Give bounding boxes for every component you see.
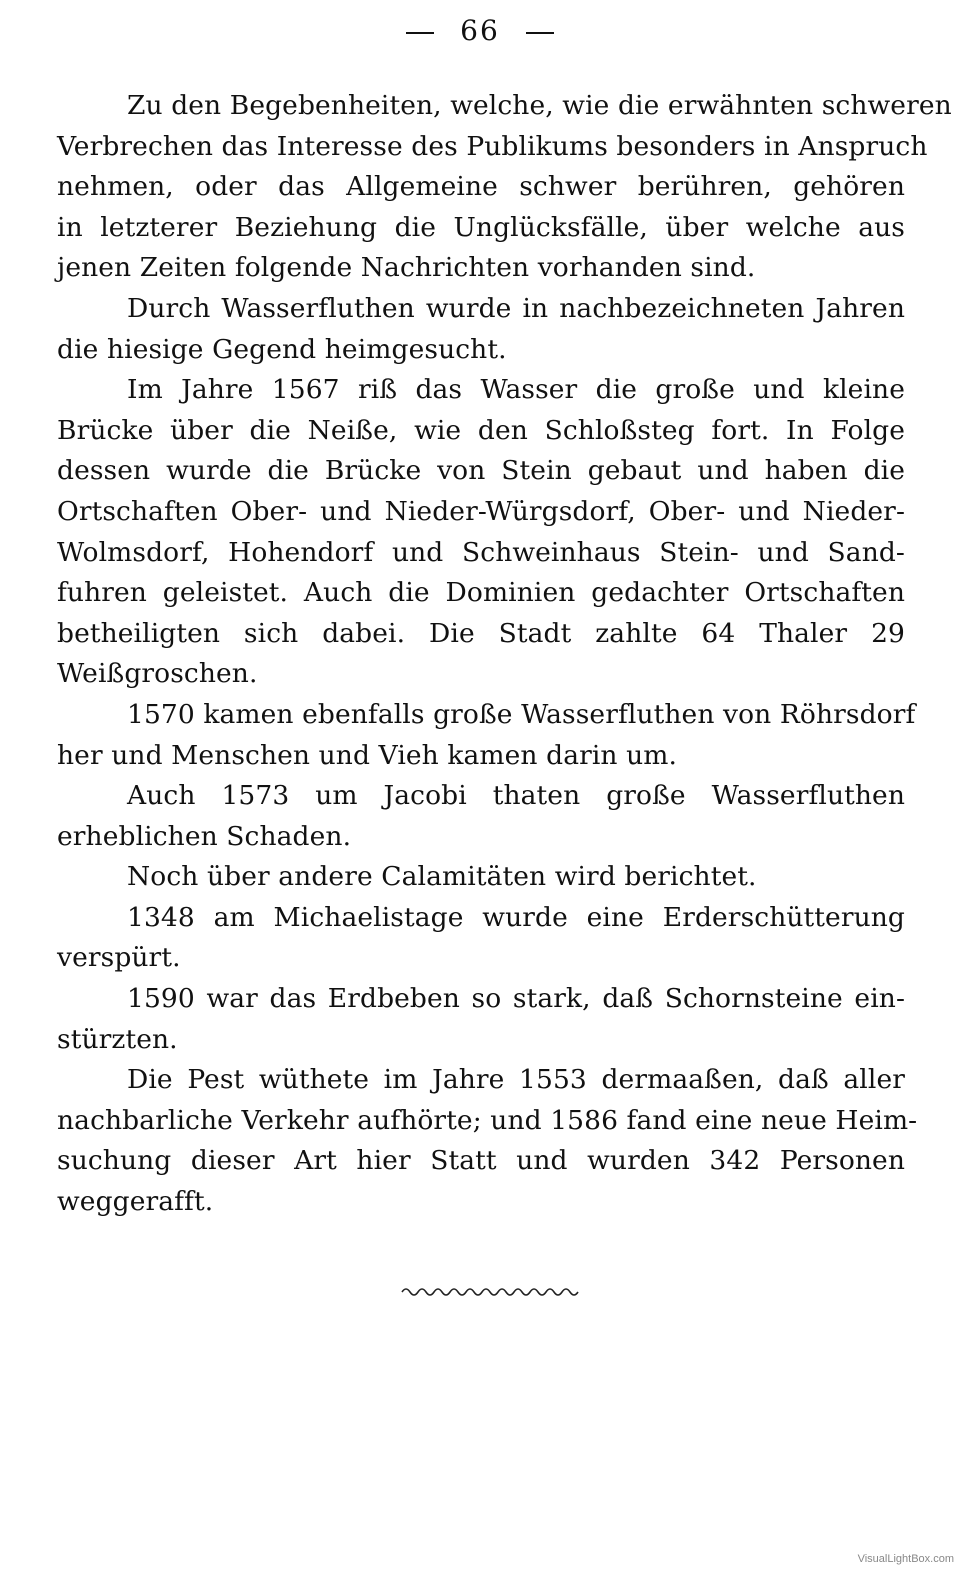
text-line: nachbarliche Verkehr aufhörte; und 1586 fand eine neue Heim- xyxy=(57,1104,918,1136)
wavy-divider-ornament xyxy=(400,1282,580,1298)
text-line: 1570 kamen ebenfalls große Wasserfluthen von Röhrsdorf xyxy=(127,698,916,730)
text-line: in letzterer Beziehung die Unglücksfälle, über welche aus xyxy=(57,211,905,243)
text-line: her und Menschen und Vieh kamen darin um. xyxy=(57,739,678,771)
page-number: 66 xyxy=(460,14,500,47)
text-line: nehmen, oder das Allgemeine schwer berühren, gehören xyxy=(57,171,905,203)
text-line: 1348 am Michaelistage wurde eine Erderschütterung xyxy=(127,901,905,933)
text-line: Durch Wasserfluthen wurde in nachbezeichneten Jahren xyxy=(127,292,905,324)
text-line: Wolmsdorf, Hohendorf und Schweinhaus Stein- und Sand- xyxy=(57,536,905,568)
paragraph xyxy=(57,370,905,695)
text-line: 1590 war das Erdbeben so stark, daß Schornsteine ein- xyxy=(127,983,905,1015)
text-line: stürzten. xyxy=(57,1023,178,1055)
text-line: Im Jahre 1567 riß das Wasser die große und kleine xyxy=(127,374,905,406)
text-line: dessen wurde die Brücke von Stein gebaut und haben die xyxy=(57,455,905,487)
page-number-header xyxy=(0,14,960,47)
text-line: weggerafft. xyxy=(57,1186,214,1218)
text-line: jenen Zeiten folgende Nachrichten vorhanden sind. xyxy=(57,252,756,284)
watermark-text: VisualLightBox.com xyxy=(857,1553,954,1565)
text-line: die hiesige Gegend heimgesucht. xyxy=(57,333,507,365)
paragraph xyxy=(57,979,905,1060)
text-line: suchung dieser Art hier Statt und wurden 342 Personen xyxy=(57,1145,905,1177)
paragraph xyxy=(57,776,905,857)
text-line: Ortschaften Ober- und Nieder-Würgsdorf, Ober- und Nieder- xyxy=(57,495,905,527)
text-line: betheiligten sich dabei. Die Stadt zahlte 64 Thaler 29 xyxy=(57,617,905,649)
text-line: Weißgroschen. xyxy=(57,658,258,690)
text-line: Die Pest wüthete im Jahre 1553 dermaaßen, daß aller xyxy=(127,1064,905,1096)
paragraph xyxy=(57,289,905,370)
left-dash xyxy=(406,32,434,34)
text-line: Zu den Begebenheiten, welche, wie die erwähnten schweren xyxy=(127,90,952,121)
right-dash xyxy=(526,32,554,34)
paragraph xyxy=(57,857,905,898)
paragraph xyxy=(57,1060,918,1222)
paragraph xyxy=(57,898,905,979)
text-line: fuhren geleistet. Auch die Dominien gedachter Ortschaften xyxy=(57,577,905,609)
text-line: verspürt. xyxy=(57,942,181,974)
text-line: Noch über andere Calamitäten wird berichtet. xyxy=(127,861,757,893)
text-line: Brücke über die Neiße, wie den Schloßsteg fort. In Folge xyxy=(57,414,905,446)
paragraph xyxy=(57,695,916,776)
body-text xyxy=(57,86,952,1223)
paragraph xyxy=(57,86,952,289)
text-line: Auch 1573 um Jacobi thaten große Wasserfluthen xyxy=(127,780,905,812)
text-line: Verbrechen das Interesse des Publikums besonders in Anspruch xyxy=(57,130,928,162)
text-line: erheblichen Schaden. xyxy=(57,820,352,852)
